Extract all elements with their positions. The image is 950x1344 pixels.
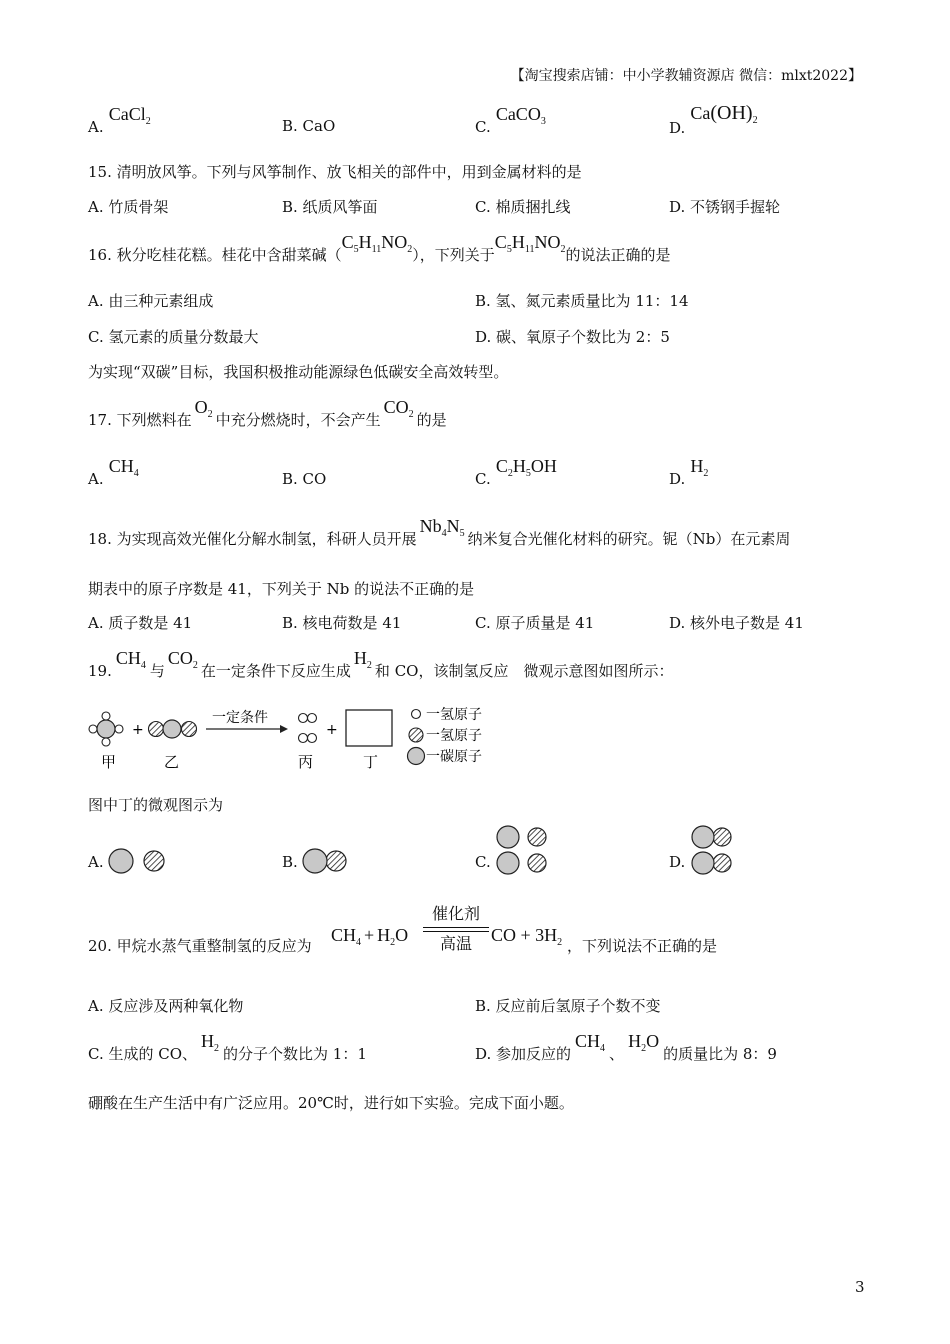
q20-stem-2: ，下列说法不正确的是 xyxy=(567,937,718,955)
q14-option-b[interactable]: B. CaO xyxy=(282,117,336,135)
q15-option-a[interactable]: A. 竹质骨架 xyxy=(88,198,169,216)
formula: CaCO$_3$ xyxy=(495,104,546,127)
q15-option-d[interactable]: D. 不锈钢手握轮 xyxy=(669,198,781,216)
carbon-dioxide-molecule xyxy=(149,720,197,738)
label-ding: 丁 xyxy=(363,753,379,771)
hydrogen-molecules xyxy=(299,714,317,743)
temperature-label: 高温 xyxy=(439,934,472,953)
label-yi: 乙 xyxy=(164,753,180,771)
q19-option-d-label[interactable]: D. xyxy=(669,853,686,871)
q20-option-a[interactable]: A. 反应涉及两种氧化物 xyxy=(88,997,244,1015)
q19-stem: $19.CH_4$ 与$CO_2$ 在一定条件下反应生成$H_2$ 和 CO，该制氢反应 微观示意图如图所示： xyxy=(88,648,674,680)
q19-option-d-image[interactable] xyxy=(688,822,740,878)
legend-carbon: 一碳原子 xyxy=(426,749,482,765)
q19-option-a-image[interactable] xyxy=(104,844,168,878)
unknown-product-box xyxy=(346,710,392,746)
q17-option-d[interactable]: D. $H_2$ xyxy=(669,456,709,488)
q20-option-b[interactable]: B. 反应前后氢原子个数不变 xyxy=(475,997,661,1015)
page-number: 3 xyxy=(855,1278,865,1296)
plus-sign: + xyxy=(132,722,144,738)
q18-option-a[interactable]: A. 质子数是 41 xyxy=(88,614,193,632)
q18-option-d[interactable]: D. 核外电子数是 41 xyxy=(669,614,804,632)
q15-option-c[interactable]: C. 棉质捆扎线 xyxy=(475,198,571,216)
q18-option-c[interactable]: C. 原子质量是 41 xyxy=(475,614,595,632)
q14-option-c[interactable]: C. CaCO$_3$ xyxy=(475,104,546,136)
formula: CaCl$_2$ xyxy=(108,104,151,127)
q18-stem-line2: 期表中的原子序数是 41，下列关于 Nb 的说法不正确的是 xyxy=(88,580,475,598)
q19-option-c-label[interactable]: C. xyxy=(475,853,491,871)
plus-sign: + xyxy=(326,722,338,738)
q15-stem: 15. 清明放风筝。下列与风筝制作、放飞相关的部件中，用到金属材料的是 xyxy=(88,163,582,181)
intro-text-boric-acid: 硼酸在生产生活中有广泛应用。20℃时，进行如下实验。完成下面小题。 xyxy=(88,1094,574,1112)
q16-option-b[interactable]: B. 氢、氮元素质量比为 11：14 xyxy=(475,292,689,310)
q16-option-a[interactable]: A. 由三种元素组成 xyxy=(88,292,214,310)
intro-text-carbon: 为实现“双碳”目标，我国积极推动能源绿色低碳安全高效转型。 xyxy=(88,363,509,381)
q19-option-b-label[interactable]: B. xyxy=(282,853,298,871)
q19-option-b-image[interactable] xyxy=(298,844,354,878)
q20-equation-right: CO + $3H_2$ xyxy=(491,925,563,948)
catalyst-label: 催化剂 xyxy=(431,904,480,923)
label-jia: 甲 xyxy=(101,753,117,771)
methane-molecule xyxy=(89,712,123,746)
arrow-head xyxy=(280,725,288,733)
q17-option-a[interactable]: A. $CH_4$ xyxy=(88,456,139,488)
legend-hydrogen: 一氢原子 xyxy=(426,707,482,723)
q14-option-d[interactable]: D. $Ca(OH)_2$ xyxy=(669,102,758,137)
formula-betaine: $C_5H_{11}NO_2$ xyxy=(341,232,413,255)
q18-option-b[interactable]: B. 核电荷数是 41 xyxy=(282,614,402,632)
q17-option-b[interactable]: B. CO xyxy=(282,470,327,488)
q15-option-b[interactable]: B. 纸质风筝面 xyxy=(282,198,378,216)
reaction-condition-label: 一定条件 xyxy=(212,710,268,726)
page-header: 【淘宝搜索店铺：中小学教辅资源店 微信：mlxt2022】 xyxy=(510,68,862,84)
q17-stem: 17. 下列燃料在$O_2$ 中充分燃烧时，不会产生$CO_2$ 的是 xyxy=(88,397,447,429)
q16-option-d[interactable]: D. 碳、氧原子个数比为 2：5 xyxy=(475,328,670,346)
q20-option-d[interactable]: D. 参加反应的$CH_4$ 、$H_2O$的质量比为 8：9 xyxy=(475,1031,777,1063)
q18-stem-line1: 18. 为实现高效光催化分解水制氢，科研人员开展$Nb_4N_5$ 纳米复合光催化材料的研究。铌（Nb）在元素周 xyxy=(88,516,791,548)
label-bing: 丙 xyxy=(298,753,314,771)
q20-equation-left: $CH_4 + H_2O$ xyxy=(331,925,409,948)
q16-option-c[interactable]: C. 氢元素的质量分数最大 xyxy=(88,328,259,346)
q16-stem: 16. 秋分吃桂花糕。桂花中含甜菜碱$(C_5H_{11}NO_2)$，下列关于$C_5H_{11}NO_2$的说法正确的是 xyxy=(88,232,671,264)
q20-stem-1: 20. 甲烷水蒸气重整制氢的反应为 xyxy=(88,937,312,955)
q20-option-c[interactable]: C. 生成的 CO、$H_2$ 的分子个数比为 1：1 xyxy=(88,1031,367,1063)
q14-option-a[interactable]: A. CaCl$_2$ xyxy=(88,104,151,136)
q19-option-a-label[interactable]: A. xyxy=(88,853,104,871)
legend-oxygen: 一氢原子 xyxy=(426,728,482,744)
legend xyxy=(408,707,483,765)
q19-sub-stem: 图中丁的微观图示为 xyxy=(88,796,224,814)
formula: $Ca(OH)_2$ xyxy=(690,102,758,126)
q19-reaction-diagram xyxy=(84,700,514,780)
q20-condition xyxy=(423,904,489,954)
q17-option-c[interactable]: C. $C_2H_5OH$ xyxy=(475,456,557,488)
formula-betaine: $C_5H_{11}NO_2$ xyxy=(494,232,566,255)
q19-option-c-image[interactable] xyxy=(492,822,552,878)
